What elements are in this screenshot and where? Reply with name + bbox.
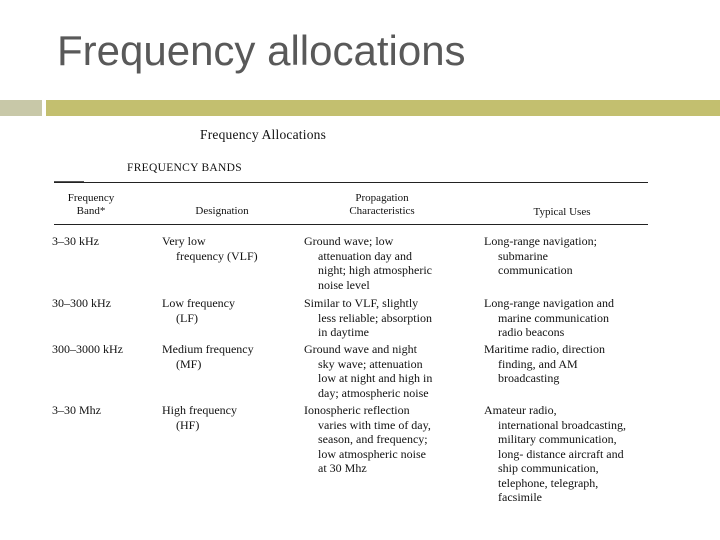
- cell-line: at 30 Mhz: [318, 461, 367, 475]
- cell-line: frequency (VLF): [176, 248, 258, 263]
- cell-propagation: [304, 342, 432, 400]
- cell-line: varies with time of day,: [318, 417, 431, 432]
- cell-line: Maritime radio, direction: [484, 342, 605, 356]
- cell-propagation: [304, 403, 431, 476]
- cell-propagation: [304, 234, 432, 292]
- cell-line: radio beacons: [498, 325, 565, 339]
- cell-line: telephone, telegraph,: [498, 475, 599, 490]
- cell-line: Amateur radio,: [484, 403, 557, 417]
- cell-line: broadcasting: [498, 371, 560, 385]
- cell-line: Long-range navigation;: [484, 234, 597, 248]
- cell-line: (HF): [176, 417, 200, 432]
- cell-line: marine communication: [498, 310, 609, 325]
- cell-band: 3–30 Mhz: [52, 403, 101, 417]
- cell-line: long- distance aircraft and: [498, 446, 624, 461]
- cell-line: Medium frequency: [162, 342, 254, 356]
- cell-line: noise level: [318, 277, 370, 292]
- cell-designation: [162, 296, 235, 325]
- cell-line: military communication,: [498, 432, 617, 446]
- bands-caption: FREQUENCY BANDS: [127, 162, 242, 174]
- cell-line: (LF): [176, 310, 198, 325]
- cell-line: ship communication,: [498, 461, 599, 475]
- cell-line: day; atmospheric noise: [318, 385, 429, 400]
- cell-line: (MF): [176, 356, 202, 371]
- cell-line: international broadcasting,: [498, 417, 626, 432]
- cell-line: finding, and AM: [498, 356, 578, 371]
- cell-line: Ionospheric reflection: [304, 403, 410, 417]
- slide-title: Frequency allocations: [57, 27, 466, 74]
- cell-line: High frequency: [162, 403, 237, 417]
- cell-designation: [162, 403, 237, 432]
- frequency-table: [42, 118, 682, 518]
- cell-line: Similar to VLF, slightly: [304, 296, 419, 310]
- header-propagation: Propagation Characteristics: [349, 192, 415, 217]
- cell-line: Long-range navigation and: [484, 296, 614, 310]
- cell-designation: [162, 234, 258, 263]
- cell-line: Very low: [162, 234, 206, 248]
- header-typical-uses: Typical Uses: [533, 206, 591, 218]
- cell-line: less reliable; absorption: [318, 310, 432, 325]
- cell-band: 300–3000 kHz: [52, 342, 123, 356]
- header-rule: [54, 224, 648, 225]
- cell-line: season, and frequency;: [318, 432, 428, 446]
- cell-propagation: [304, 296, 432, 340]
- header-designation: Designation: [195, 205, 249, 217]
- accent-bar: [46, 100, 720, 116]
- cell-uses: [484, 342, 605, 386]
- cell-line: sky wave; attenuation: [318, 356, 423, 371]
- accent-square: [0, 100, 42, 116]
- cell-line: night; high atmospheric: [318, 263, 432, 277]
- cell-band: 3–30 kHz: [52, 234, 99, 248]
- cell-line: facsimile: [498, 490, 542, 504]
- cell-uses: [484, 234, 597, 278]
- cell-line: low atmospheric noise: [318, 446, 426, 461]
- cell-line: submarine: [498, 248, 548, 263]
- cell-line: communication: [498, 263, 573, 277]
- cell-band: 30–300 kHz: [52, 296, 111, 310]
- cell-line: in daytime: [318, 325, 369, 339]
- cell-line: Low frequency: [162, 296, 235, 310]
- cell-uses: [484, 403, 626, 505]
- cell-designation: [162, 342, 254, 371]
- table-title: Frequency Allocations: [200, 127, 327, 142]
- cell-line: Ground wave and night: [304, 342, 417, 356]
- cell-line: Ground wave; low: [304, 234, 394, 248]
- cell-line: low at night and high in: [318, 371, 433, 385]
- cell-uses: [484, 296, 614, 340]
- table-top-rule: [54, 182, 648, 183]
- header-frequency-band: Frequency Band*: [67, 192, 115, 217]
- cell-line: attenuation day and: [318, 248, 412, 263]
